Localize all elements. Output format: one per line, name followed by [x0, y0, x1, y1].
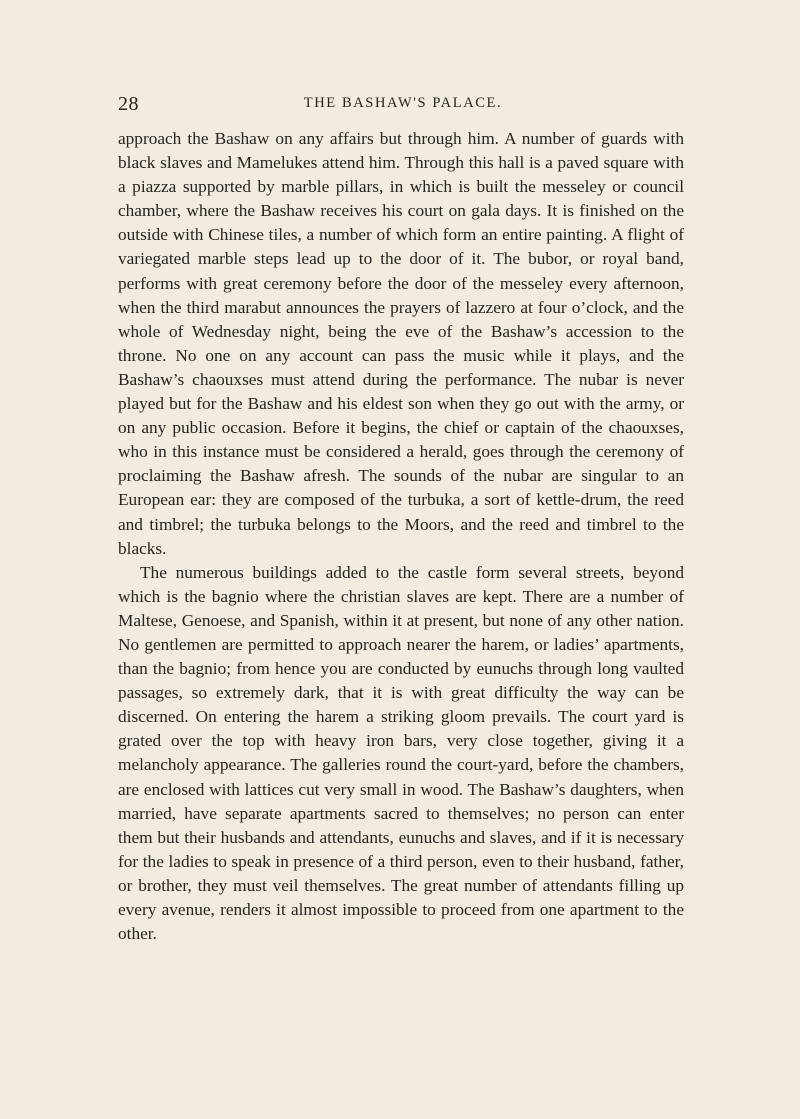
- page-header: [118, 93, 688, 117]
- paragraph: The numerous buildings added to the castle form several streets, beyond which is the bagnio where the christian slaves are kept. There are a number of Maltese, Genoese, and Spanish, within it at present, but none of any other nation. No gentlemen are permitted to approach nearer the harem, or ladies’ apartments, than the bagnio; from hence you are conducted by eunuchs through long vaulted passages, so extremely dark, that it is with great difficulty the way can be discerned. On entering the harem a striking gloom prevails. The court yard is grated over the top with heavy iron bars, very close together, giving it a melancholy appearance. The galleries round the court-yard, before the chambers, are enclosed with lattices cut very small in wood. The Bashaw’s daughters, when married, have separate apartments sacred to themselves; no person can enter them but their husbands and attendants, eunuchs and slaves, and if it is necessary for the ladies to speak in presence of a third person, even to their husband, father, or brother, they must veil themselves. The great number of attendants filling up every avenue, renders it almost impossible to proceed from one apartment to the other.: [118, 562, 684, 944]
- paragraph-continued: approach the Bashaw on any affairs but through him. A number of guards with black slaves and Mamelukes attend him. Through this hall is a paved square with a piazza supported by marble pillars, in which is built the messeley or council chamber, where the Bashaw receives his court on gala days. It is finished on the outside with Chinese tiles, a number of which form an entire painting. A flight of variegated marble steps lead up to the door of it. The bubor, or royal band, performs with great ceremony before the door of the messeley every afternoon, when the third marabut announces the prayers of lazzero at four o’clock, and the whole of Wednesday night, being the eve of the Bashaw’s accession to the throne. No one on any account can pass the music while it plays, and the Bashaw’s chaouxses must attend during the performance. The nubar is never played but for the Bashaw and his eldest son when they go out with the army, or on any public occasion. Before it begins, the chief or captain of the chaouxses, who in this instance must be considered a herald, goes through the ceremony of proclaiming the Bashaw afresh. The sounds of the nubar are singular to an European ear: they are composed of the turbuka, a sort of kettle-drum, the reed and timbrel; the turbuka belongs to the Moors, and the reed and timbrel to the blacks.: [118, 129, 684, 558]
- body-text: [118, 127, 684, 946]
- running-title: THE BASHAW'S PALACE.: [303, 95, 503, 111]
- page-number: 28: [118, 93, 139, 115]
